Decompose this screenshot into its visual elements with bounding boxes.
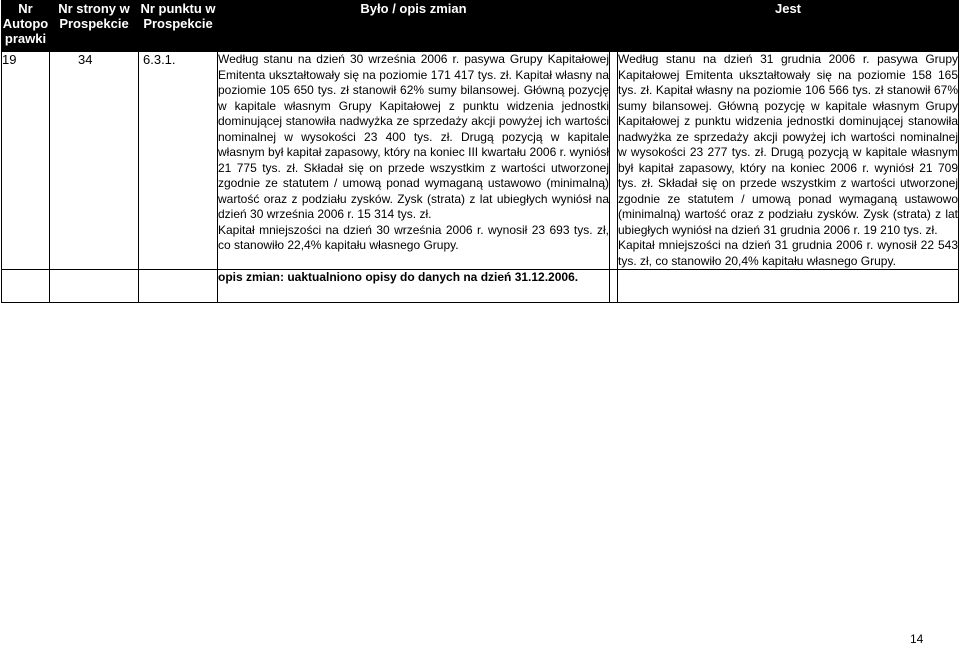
- changes-table: [1, 0, 959, 303]
- row-strona: 34: [50, 52, 139, 270]
- table-header-row: [2, 1, 959, 52]
- header-nr-strony: Nr strony w Prospekcie: [50, 1, 139, 52]
- bylo-text: [218, 52, 610, 270]
- bylo-paragraph-2: Kapitał mniejszości na dzień 30 września 2006 r. wynosił 23 693 tys. zł, co stanowiło 22,4% kapitału własnego Grupy.: [218, 222, 609, 252]
- page-number: 14: [910, 632, 924, 646]
- jest-paragraph-2: Kapitał mniejszości na dzień 31 grudnia 2006 r. wynosił 22 543 tys. zł, co stanowiło 20,4% kapitału własnego Grupy.: [618, 238, 958, 268]
- header-bylo: Było / opis zmian: [218, 1, 610, 52]
- header-nr-autopoprawki: Nr Autopo prawki: [2, 1, 50, 52]
- opis-zmian-label: opis zmian: uaktualniono opisy do danych na dzień 31.12.2006.: [218, 270, 610, 303]
- summary-empty-3: [139, 270, 218, 303]
- opis-zmian-row: [2, 270, 959, 303]
- summary-empty-5: [610, 270, 618, 303]
- bylo-paragraph-1: Według stanu na dzień 30 września 2006 r. pasywa Grupy Kapitałowej Emitenta ukształtowały się na poziomie 171 417 tys. zł. Kapitał własny na poziomie 105 650 tys. zł stanowił 62% sumy bilansowej. Główną pozycję w kapitale własnym Grupy Kapitałowej z punktu widzenia jednostki dominującej stanowiła nadwyżka ze sprzedaży akcji powyżej ich wartości nominalnej w wysokości 23 400 tys. zł. Drugą pozycją w kapitale własnym był kapitał zapasowy, który na koniec III kwartału 2006 r. wyniósł 21 775 tys. zł. Składał się on przede wszystkim z wartości utworzonej zgodnie ze statutem / umową ponad wymaganą ustawowo (minimalną) wartość oraz z podziału zysków. Zysk (strata) z lat ubiegłych wyniósł na dzień 30 września 2006 r. 15 314 tys. zł.: [218, 52, 609, 221]
- jest-paragraph-1: Według stanu na dzień 31 grudnia 2006 r. pasywa Grupy Kapitałowej Emitenta ukształtowały się na poziomie 158 165 tys. zł. Kapitał własny na poziomie 106 566 tys. zł stanowił 67% sumy bilansowej. Główną pozycję w kapitale własnym Grupy Kapitałowej z punktu widzenia jednostki dominującej stanowiła nadwyżka ze sprzedaży akcji powyżej ich wartości nominalnej w wysokości 23 277 tys. zł. Drugą pozycją w kapitale własnym był kapitał zapasowy, który na koniec 2006 r. wyniósł 21 709 tys. zł. Składał się on przede wszystkim z wartości utworzonej zgodnie ze statutem / umową ponad wymaganą ustawowo (minimalną) wartość oraz z podziału zysków. Zysk (strata) z lat ubiegłych wyniósł na dzień 31 grudnia 2006 r. 19 210 tys. zł.: [618, 52, 958, 237]
- header-spacer: [610, 1, 618, 52]
- header-jest: Jest: [618, 1, 959, 52]
- change-row: [2, 52, 959, 270]
- summary-empty-1: [2, 270, 50, 303]
- summary-empty-2: [50, 270, 139, 303]
- spacer-cell: [610, 52, 618, 270]
- row-nr: 19: [2, 52, 50, 270]
- summary-empty-6: [618, 270, 959, 303]
- row-punkt: 6.3.1.: [139, 52, 218, 270]
- header-nr-punktu: Nr punktu w Prospekcie: [139, 1, 218, 52]
- jest-text: [618, 52, 959, 270]
